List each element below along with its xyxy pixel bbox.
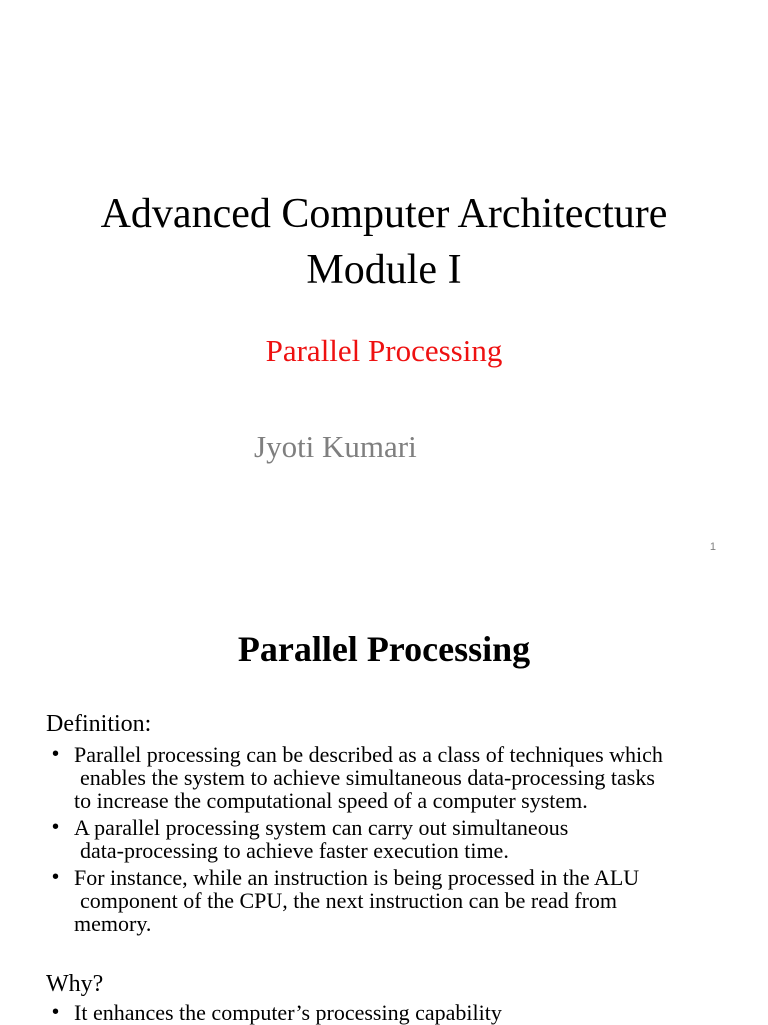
- bullet-line: It enhances the computer’s processing capability: [74, 1000, 502, 1025]
- bullet-marker: •: [52, 816, 60, 838]
- slide-title-line-2: Module I: [306, 247, 462, 293]
- slide-heading: Parallel Processing: [237, 629, 531, 669]
- bullet-line: A parallel processing system can carry out simultaneous: [74, 815, 569, 840]
- bullet-text: [74, 1001, 734, 1024]
- slide-subtitle: Parallel Processing: [265, 333, 503, 368]
- bullet-line: For instance, while an instruction is being processed in the ALU: [74, 865, 640, 890]
- bullet-marker: •: [52, 743, 60, 765]
- bullet-line: component of the CPU, the next instruction can be read from: [80, 888, 618, 913]
- author-name: Jyoti Kumari: [254, 429, 417, 464]
- why-label: Why?: [46, 971, 104, 997]
- bullet-text: [74, 816, 734, 862]
- slide-title-line-1: Advanced Computer Architecture: [100, 191, 668, 237]
- bullet-line: enables the system to achieve simultaneous data-processing tasks: [80, 765, 655, 790]
- bullet-marker: •: [52, 866, 60, 888]
- definition-label: Definition:: [46, 711, 152, 737]
- bullet-marker: •: [52, 1001, 60, 1023]
- bullet-text: [74, 866, 734, 935]
- slide-number: 1: [709, 541, 716, 553]
- bullet-line: data-processing to achieve faster execution time.: [80, 838, 509, 863]
- bullet-text: [74, 743, 734, 812]
- content-slide: [0, 576, 768, 1024]
- bullet-line: memory.: [74, 911, 152, 936]
- bullet-line: to increase the computational speed of a computer system.: [74, 788, 588, 813]
- bullet-line: Parallel processing can be described as a class of techniques which: [74, 742, 663, 767]
